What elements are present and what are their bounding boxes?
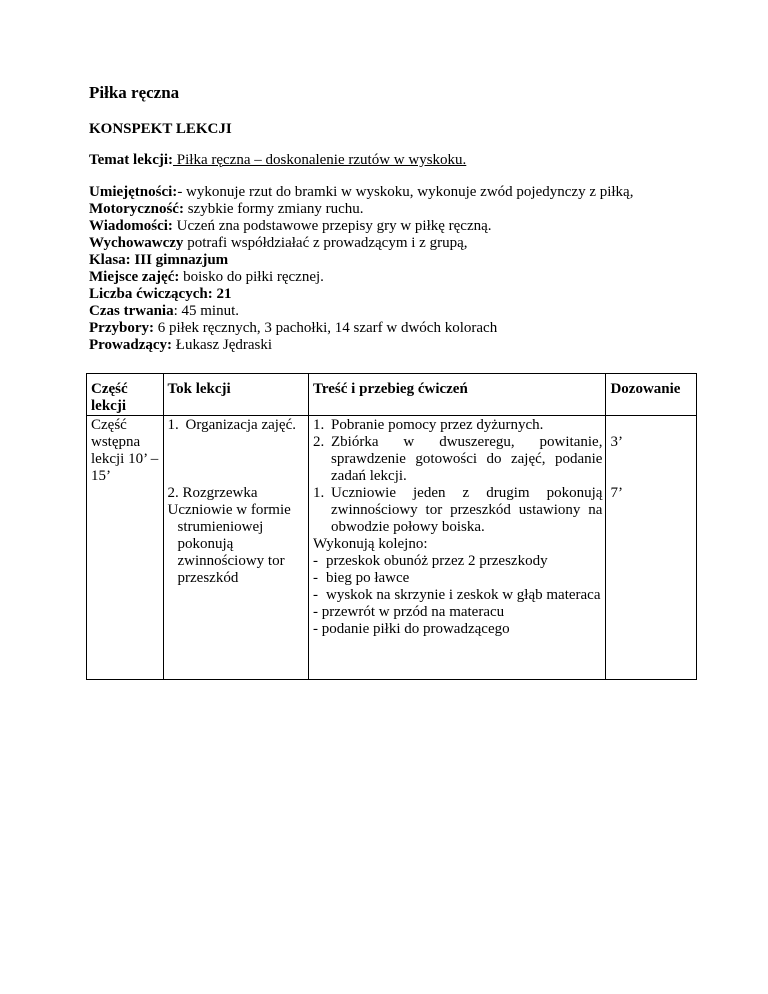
step-dash: -: [313, 570, 318, 586]
header-dosage: Dozowanie: [606, 374, 697, 416]
info-value: potrafi współdziałać z prowadzącym i z grupą,: [183, 235, 468, 251]
lesson-topic: [89, 152, 466, 169]
lesson-topic-value: Piłka ręczna – doskonalenie rzutów w wyskoku.: [173, 152, 467, 168]
content-step: [313, 570, 602, 587]
table-header-row: [87, 374, 697, 416]
info-row: [89, 235, 749, 252]
tok-item-number: 1.: [167, 417, 179, 433]
content-intro: Wykonują kolejno:: [313, 536, 428, 552]
content-item-text: Uczniowie jeden z drugim pokonują zwinnościowy tor przeszkód ustawiony na obwodzie połowy boiska.: [331, 485, 603, 535]
step-dash: -: [313, 587, 318, 603]
info-row: [89, 269, 749, 286]
tok-item: [168, 417, 305, 434]
tok-cell: [163, 416, 308, 680]
info-value: : 45 minut.: [173, 303, 239, 319]
step-text: wyskok na skrzynie i zeskok w głąb materaca: [326, 587, 601, 603]
content-step: [313, 553, 602, 570]
info-label: Przybory:: [89, 320, 154, 336]
info-value: Łukasz Jędraski: [172, 337, 273, 353]
info-label: Prowadzący:: [89, 337, 173, 353]
content-item-text: Zbiórka w dwuszeregu, powitanie, sprawdzenie gotowości do zajęć, podanie zadań lekcji.: [331, 434, 603, 484]
content-item: [313, 434, 602, 485]
content-item: [313, 417, 602, 434]
info-value: - wykonuje rzut do bramki w wyskoku, wykonuje zwód pojedynczy z piłką,: [177, 184, 634, 200]
info-label: Wiadomości:: [89, 218, 173, 234]
info-label: Czas trwania: [89, 303, 174, 319]
content-item-number: 1.: [313, 485, 325, 501]
tok-item-text: Organizacja zajęć.: [185, 417, 296, 433]
header-part: Część lekcji: [87, 374, 164, 416]
content-item-text: Pobranie pomocy przez dyżurnych.: [331, 417, 544, 433]
header-tok: Tok lekcji: [163, 374, 308, 416]
document-title: Piłka ręczna: [89, 83, 180, 102]
tok-item-description: Uczniowie w formie strumieniowej pokonują zwinnościowy tor przeszkód: [167, 502, 291, 586]
info-row: [89, 184, 749, 201]
dosage-cell: [606, 416, 697, 680]
step-text: bieg po ławce: [326, 570, 410, 586]
info-row: [89, 201, 749, 218]
info-row: [89, 337, 749, 354]
content-extra: - przewrót w przód na materacu: [313, 604, 505, 620]
lesson-plan-table: [86, 373, 697, 680]
content-item: [313, 485, 602, 536]
header-content: Treść i przebieg ćwiczeń: [309, 374, 606, 416]
tok-item: 2. Rozgrzewka: [167, 485, 258, 501]
content-item-number: 2.: [313, 434, 325, 450]
info-row: [89, 303, 749, 320]
info-label: Klasa: III gimnazjum: [89, 252, 229, 268]
part-text: Część wstępna lekcji 10’ – 15’: [91, 417, 159, 484]
info-label: Umiejętności:: [89, 184, 178, 200]
content-extra: - podanie piłki do prowadzącego: [313, 621, 510, 637]
info-row: [89, 286, 749, 303]
info-value: boisko do piłki ręcznej.: [179, 269, 324, 285]
info-label: Wychowawczy: [89, 235, 184, 251]
info-row: [89, 218, 749, 235]
info-label: Miejsce zajęć:: [89, 269, 180, 285]
step-dash: -: [313, 553, 318, 569]
dosage-value: 3’: [610, 434, 623, 450]
step-text: przeskok obunóż przez 2 przeszkody: [326, 553, 548, 569]
dosage-value: 7’: [610, 485, 623, 501]
table-row: [87, 416, 697, 680]
content-cell: [309, 416, 606, 680]
info-label: Motoryczność:: [89, 201, 184, 217]
part-cell: [87, 416, 164, 680]
info-row: [89, 252, 749, 269]
content-step: [313, 587, 602, 604]
info-value: Uczeń zna podstawowe przepisy gry w piłkę ręczną.: [172, 218, 492, 234]
info-row: [89, 320, 749, 337]
info-value: 6 piłek ręcznych, 3 pachołki, 14 szarf w dwóch kolorach: [153, 320, 498, 336]
info-value: szybkie formy zmiany ruchu.: [183, 201, 364, 217]
info-label: Liczba ćwiczących: 21: [89, 286, 232, 302]
document-subtitle: KONSPEKT LEKCJI: [89, 121, 232, 137]
lesson-topic-label: Temat lekcji:: [89, 152, 174, 168]
lesson-info: [89, 184, 749, 354]
content-item-number: 1.: [313, 417, 325, 433]
